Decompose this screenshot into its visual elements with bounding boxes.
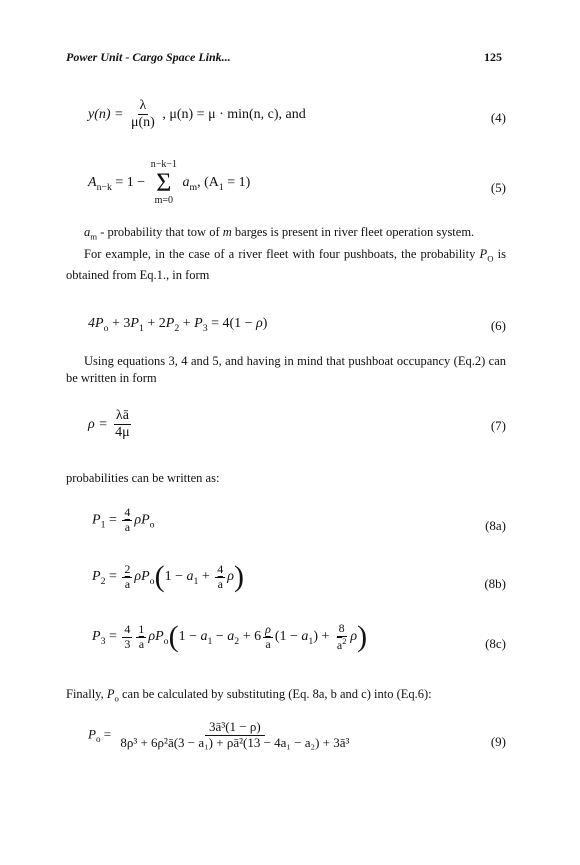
equation-8c: $P_3$ = $\frac{4}{3}$ $\frac{1}{a}$ $\rho P_o(1 - a_1 - a_2 + 6$ $\frac{\rho}{a}$ $(1 - a_1)$ + $\frac{8}{\overline{a}^2}$ ρ) (92, 620, 368, 653)
equation-8b: $P_2$ = $\frac{2}{a}$ $\rho P_o(1 - a_1$ + $\frac{4}{a}$ ρ) (92, 560, 245, 593)
eq8b-label: (8b) (484, 576, 506, 591)
equation-8a: $P_1$ = $\frac{4}{a}$ $\rho P_o$ (92, 505, 155, 534)
eq5-lhs: A (88, 175, 97, 191)
eq9-denominator: 8ρ³ + 6ρ²ā(3 − a₁) + ρā²(13 − 4a₁ − a₂) + 3ā³ (120, 734, 350, 750)
paragraph-probabilities (66, 470, 506, 487)
p2-po-sub: O (487, 253, 494, 263)
running-title: Power Unit - Cargo Space Link... (66, 50, 231, 64)
p1-text2: barges is present in river fleet operation system. (231, 225, 475, 239)
eq4-denominator: μ(n) (131, 115, 155, 131)
eq7-numerator: λā (114, 408, 131, 425)
p1-term-sub: m (90, 231, 98, 242)
eq7-lhs: ρ = (88, 416, 108, 432)
eq5-a: a (182, 175, 190, 191)
eq7-label: (7) (490, 418, 506, 433)
p5-p: P (106, 687, 115, 701)
equation-5 (88, 160, 250, 206)
paragraph-occupancy (66, 353, 506, 387)
eq4-numerator: λ (138, 98, 149, 115)
eq5-one-minus: = 1 − (115, 175, 146, 191)
eq5-sum-upper: n−k−1 (150, 159, 177, 170)
eq4-lhs: y(n) = (88, 106, 124, 122)
p5-sub: o (114, 693, 119, 704)
equation-6: $4P_o + 3P_1 + 2P_2 + P_3 = 4(1 - \rho)$ (88, 316, 268, 334)
p2-text: For example, in the case of a river fleet with four pushboats, the probability (84, 246, 480, 261)
p2-tail: is obtained from Eq.1., in form (66, 246, 507, 282)
eq5-tail-end: = 1) (223, 175, 251, 191)
eq9-lhs: P (88, 726, 96, 742)
eq7-fraction (113, 408, 132, 441)
eq5-summation (151, 160, 177, 206)
equation-9: $P_o$ = $\frac{\text{3ā³(1 − ρ)}}{\text{8ρ³ + 6ρ²ā(3 − a₁) + ρā²(13 − 4a₁ − a₂) + 3ā³}}$ (88, 720, 355, 751)
eq5-label: (5) (490, 180, 506, 195)
p4-text: probabilities can be written as: (66, 471, 220, 485)
equation-4 (88, 98, 306, 131)
p5-a: Finally, (66, 687, 107, 701)
eq4-fraction (129, 98, 157, 131)
p5-b: can be calculated by substituting (Eq. 8a, b and c) into (Eq.6): (118, 687, 432, 701)
eq8c-label: (8c) (485, 636, 506, 651)
eq5-a-sub: m (189, 182, 198, 194)
p1-text: - probability that tow of (97, 225, 223, 239)
p1-m: m (222, 225, 232, 239)
p1-term: a (84, 225, 91, 239)
eq7-denominator: 4μ (115, 425, 130, 441)
eq5-tail-sub: 1 (218, 182, 224, 194)
eq9-fraction (116, 720, 353, 751)
equation-7 (88, 408, 134, 441)
eq5-lhs-sub: n−k (96, 182, 112, 194)
eq4-label: (4) (490, 110, 506, 125)
p2-po: P (479, 246, 488, 261)
eq5-sum-lower: m=0 (154, 195, 174, 206)
eq5-tail: , (A (197, 175, 219, 191)
eq9-label: (9) (490, 734, 506, 749)
eq6-label: (6) (490, 318, 506, 333)
p3-text: Using equations 3, 4 and 5, and having in mind that pushboat occupancy (Eq.2) can be written in form (66, 354, 506, 385)
paragraph-definition (66, 224, 506, 284)
page-number: 125 (484, 50, 502, 64)
eq4-mu-definition: , μ(n) = μ · min(n, c), and (162, 106, 306, 122)
sigma-symbol: Σ (156, 168, 172, 197)
eq9-numerator: 3ā³(1 − ρ) (205, 720, 265, 736)
eq8a-label: (8a) (485, 518, 506, 533)
paragraph-final (66, 686, 506, 708)
